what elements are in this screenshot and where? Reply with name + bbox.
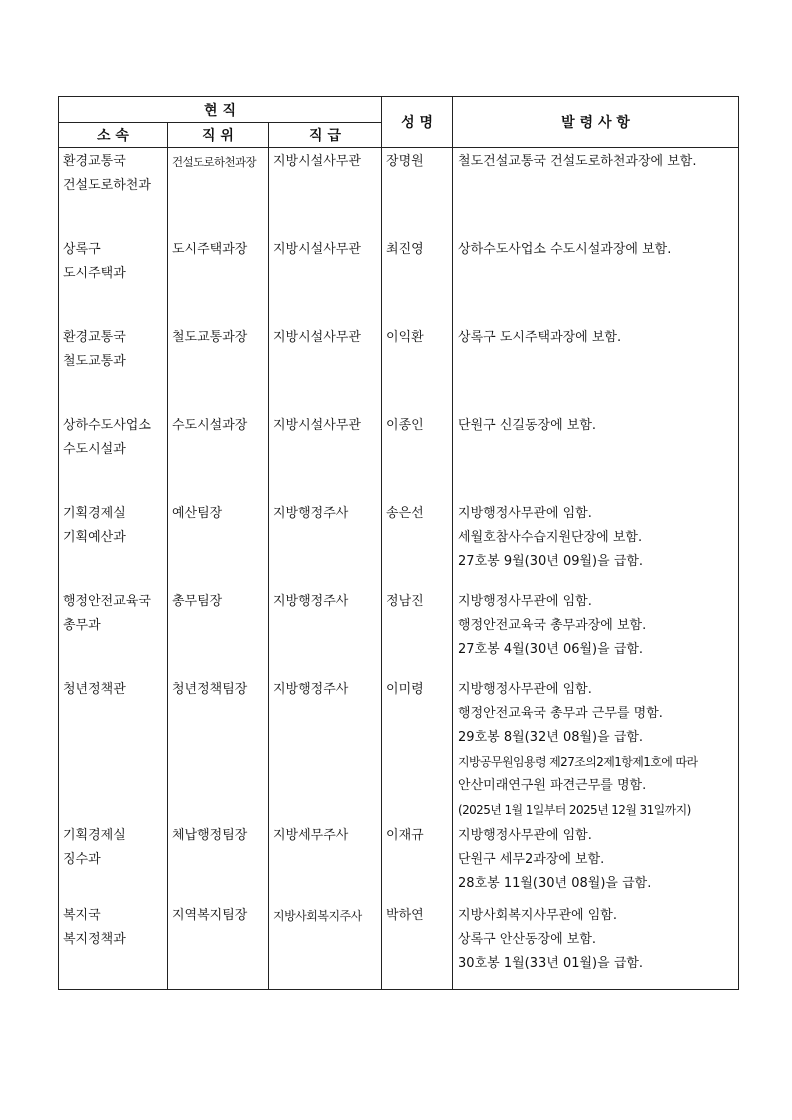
cell-grade: 지방사회복지주사 [269,902,382,990]
action-line: 단원구 세무2과장에 보함. [458,851,605,867]
cell-name: 송은선 [382,500,453,588]
dept-line: 복지국 [63,907,101,923]
position-text: 수도시설과장 [172,417,248,433]
table-row [59,148,739,236]
position-text: 총무팀장 [172,593,223,609]
position-text: 예산팀장 [172,505,223,521]
cell-position [168,676,269,822]
table-row [59,676,739,822]
action-line: 행정안전교육국 총무과장에 보함. [458,617,647,633]
cell-grade: 지방시설사무관 [269,236,382,324]
cell-dept [59,500,168,588]
dept-line: 상하수도사업소 [63,417,151,433]
cell-action [453,236,739,324]
action-line: 29호봉 8월(32년 08월)을 급함. [458,729,644,745]
cell-dept [59,588,168,676]
cell-action [453,148,739,236]
header-dept: 소 속 [59,123,168,148]
cell-name: 장명원 [382,148,453,236]
cell-grade: 지방행정주사 [269,588,382,676]
cell-position [168,902,269,990]
personnel-table [58,96,739,990]
cell-grade: 지방시설사무관 [269,412,382,500]
action-line: 30호봉 1월(33년 01월)을 급함. [458,955,644,971]
action-line: 세월호참사수습지원단장에 보함. [458,529,643,545]
dept-line: 징수과 [63,851,101,867]
cell-position [168,148,269,236]
table-row [59,500,739,588]
action-line: 상하수도사업소 수도시설과장에 보함. [458,241,672,257]
action-line: 단원구 신길동장에 보함. [458,417,597,433]
cell-position [168,500,269,588]
action-line: 지방행정사무관에 임함. [458,827,592,843]
header-position: 직 위 [168,123,269,148]
action-line: 27호봉 9월(30년 09월)을 급함. [458,553,644,569]
cell-position [168,236,269,324]
cell-action [453,676,739,822]
cell-action [453,588,739,676]
dept-line: 총무과 [63,617,101,633]
cell-dept [59,148,168,236]
cell-dept [59,412,168,500]
dept-line: 행정안전교육국 [63,593,151,609]
dept-line: 건설도로하천과 [63,178,151,193]
table-row [59,324,739,412]
dept-line: 기획예산과 [63,529,126,545]
table-row [59,236,739,324]
cell-position [168,588,269,676]
cell-dept [59,324,168,412]
cell-position [168,822,269,902]
position-text: 지역복지팀장 [172,907,248,923]
dept-line: 환경교통국 [63,329,126,345]
dept-line: 도시주택과 [63,265,126,281]
action-line: 지방행정사무관에 임함. [458,681,592,697]
cell-dept [59,676,168,822]
dept-line: 복지정책과 [63,931,126,947]
position-text: 체납행정팀장 [172,827,248,843]
cell-position [168,412,269,500]
action-line: 27호봉 4월(30년 06월)을 급함. [458,641,644,657]
header-action: 발 령 사 항 [453,97,739,148]
cell-dept [59,822,168,902]
action-line: 28호봉 11월(30년 08월)을 급함. [458,875,652,891]
table-row [59,902,739,990]
cell-name: 박하연 [382,902,453,990]
cell-grade: 지방시설사무관 [269,148,382,236]
cell-dept [59,236,168,324]
cell-name: 이종인 [382,412,453,500]
cell-action [453,822,739,902]
action-line: 안산미래연구원 파견근무를 명함. [458,777,647,793]
action-line: 지방공무원임용령 제27조의2제1항제1호에 따라 [458,754,698,769]
dept-line: 철도교통과 [63,353,126,369]
position-text: 건설도로하천과장 [172,155,257,169]
dept-line: 환경교통국 [63,154,126,169]
action-line: 지방행정사무관에 임함. [458,593,592,609]
cell-name: 이재규 [382,822,453,902]
action-line: 상록구 안산동장에 보함. [458,931,597,947]
cell-name: 최진영 [382,236,453,324]
cell-grade: 지방행정주사 [269,676,382,822]
position-text: 철도교통과장 [172,329,248,345]
table-row [59,588,739,676]
header-name: 성 명 [382,97,453,148]
cell-action [453,412,739,500]
dept-line: 청년정책관 [63,681,126,697]
cell-grade: 지방행정주사 [269,500,382,588]
position-text: 청년정책팀장 [172,681,248,697]
table-body [59,148,739,990]
action-line: 지방행정사무관에 임함. [458,505,592,521]
dept-line: 상록구 [63,241,101,257]
cell-name: 이익환 [382,324,453,412]
cell-action [453,902,739,990]
cell-action [453,324,739,412]
action-line: (2025년 1월 1일부터 2025년 12월 31일까지) [458,802,691,817]
table-row [59,822,739,902]
header-grade: 직 급 [269,123,382,148]
dept-line: 기획경제실 [63,505,126,521]
cell-action [453,500,739,588]
dept-line: 기획경제실 [63,827,126,843]
cell-grade: 지방세무주사 [269,822,382,902]
cell-name: 정남진 [382,588,453,676]
action-line: 지방사회복지사무관에 임함. [458,907,617,923]
cell-name: 이미령 [382,676,453,822]
cell-dept [59,902,168,990]
dept-line: 수도시설과 [63,441,126,457]
header-current: 현 직 [59,97,382,123]
action-line: 행정안전교육국 총무과 근무를 명함. [458,705,663,721]
cell-position [168,324,269,412]
action-line: 철도건설교통국 건설도로하천과장에 보함. [458,154,697,169]
position-text: 도시주택과장 [172,241,248,257]
table-row [59,412,739,500]
action-line: 상록구 도시주택과장에 보함. [458,329,622,345]
cell-grade: 지방시설사무관 [269,324,382,412]
